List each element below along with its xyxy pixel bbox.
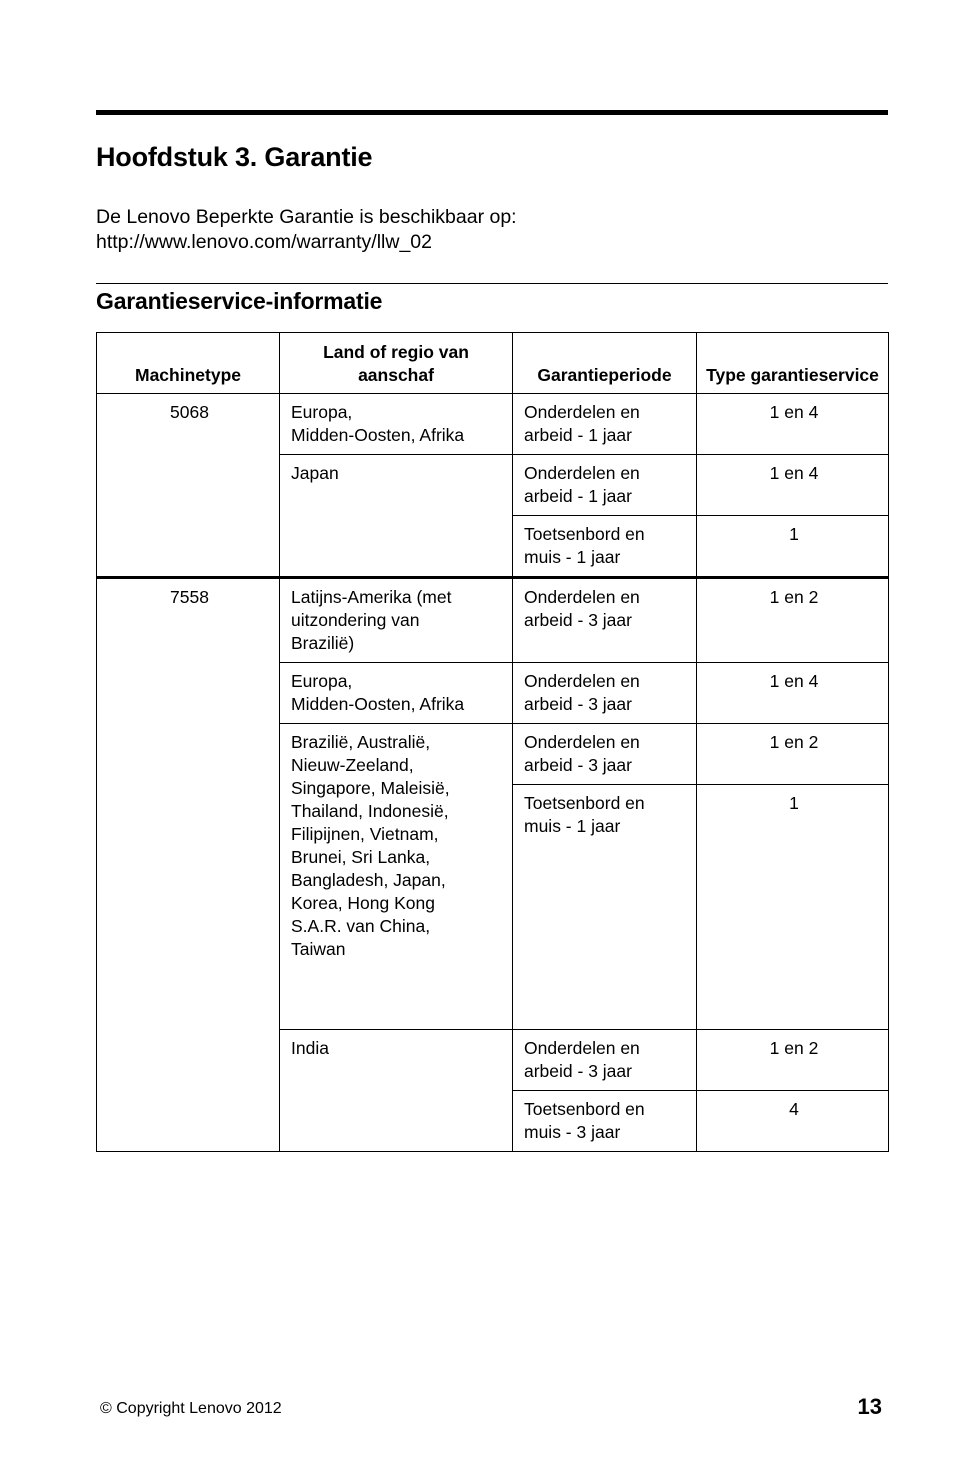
intro-text: De Lenovo Beperkte Garantie is beschikbaar op:	[96, 206, 517, 228]
table-header-row	[97, 333, 889, 394]
region-cell: Brazilië, Australië, Nieuw-Zeeland, Singapore, Maleisië, Thailand, Indonesië, Filipijnen, Vietnam, Brunei, Sri Lanka, Bangladesh, Japan, Korea, Hong Kong S.A.R. van China, Taiwan	[280, 724, 513, 1030]
copyright-notice: © Copyright Lenovo 2012	[100, 1400, 282, 1417]
region-cell: Europa, Midden-Oosten, Afrika	[280, 663, 513, 724]
period-cell: Toetsenbord en muis - 1 jaar	[513, 785, 697, 1030]
period-cell: Onderdelen en arbeid - 1 jaar	[513, 455, 697, 516]
table-row	[97, 578, 889, 663]
region-cell: Latijns-Amerika (met uitzondering van Brazilië)	[280, 578, 513, 663]
period-cell: Onderdelen en arbeid - 3 jaar	[513, 663, 697, 724]
service-type-cell: 1 en 2	[697, 1030, 889, 1091]
service-type-cell: 1	[697, 785, 889, 1030]
service-type-cell: 1 en 4	[697, 455, 889, 516]
period-cell: Toetsenbord en muis - 3 jaar	[513, 1091, 697, 1152]
section-rule	[96, 283, 888, 284]
service-type-cell: 1 en 4	[697, 663, 889, 724]
header-machinetype: Machinetype	[97, 333, 280, 394]
service-type-cell: 1 en 4	[697, 394, 889, 455]
machine-type-cell: 7558	[97, 578, 280, 1152]
machine-type-cell: 5068	[97, 394, 280, 578]
period-cell: Toetsenbord en muis - 1 jaar	[513, 516, 697, 578]
service-type-cell: 1	[697, 516, 889, 578]
header-service-type: Type garantieservice	[697, 333, 889, 394]
warranty-table	[96, 332, 889, 1152]
period-cell: Onderdelen en arbeid - 3 jaar	[513, 578, 697, 663]
period-cell: Onderdelen en arbeid - 3 jaar	[513, 1030, 697, 1091]
period-cell: Onderdelen en arbeid - 1 jaar	[513, 394, 697, 455]
chapter-title: Hoofdstuk 3. Garantie	[96, 142, 373, 172]
intro-paragraph	[96, 205, 517, 255]
period-cell: Onderdelen en arbeid - 3 jaar	[513, 724, 697, 785]
region-cell: India	[280, 1030, 513, 1152]
table-row	[97, 394, 889, 455]
region-cell: Japan	[280, 455, 513, 578]
service-type-cell: 4	[697, 1091, 889, 1152]
region-cell: Europa, Midden-Oosten, Afrika	[280, 394, 513, 455]
header-period: Garantieperiode	[513, 333, 697, 394]
service-type-cell: 1 en 2	[697, 724, 889, 785]
section-title: Garantieservice-informatie	[96, 288, 383, 314]
header-region: Land of regio van aanschaf	[280, 333, 513, 394]
warranty-url: http://www.lenovo.com/warranty/llw_02	[96, 231, 432, 253]
page-number: 13	[857, 1394, 882, 1419]
chapter-top-rule	[96, 110, 888, 115]
service-type-cell: 1 en 2	[697, 578, 889, 663]
